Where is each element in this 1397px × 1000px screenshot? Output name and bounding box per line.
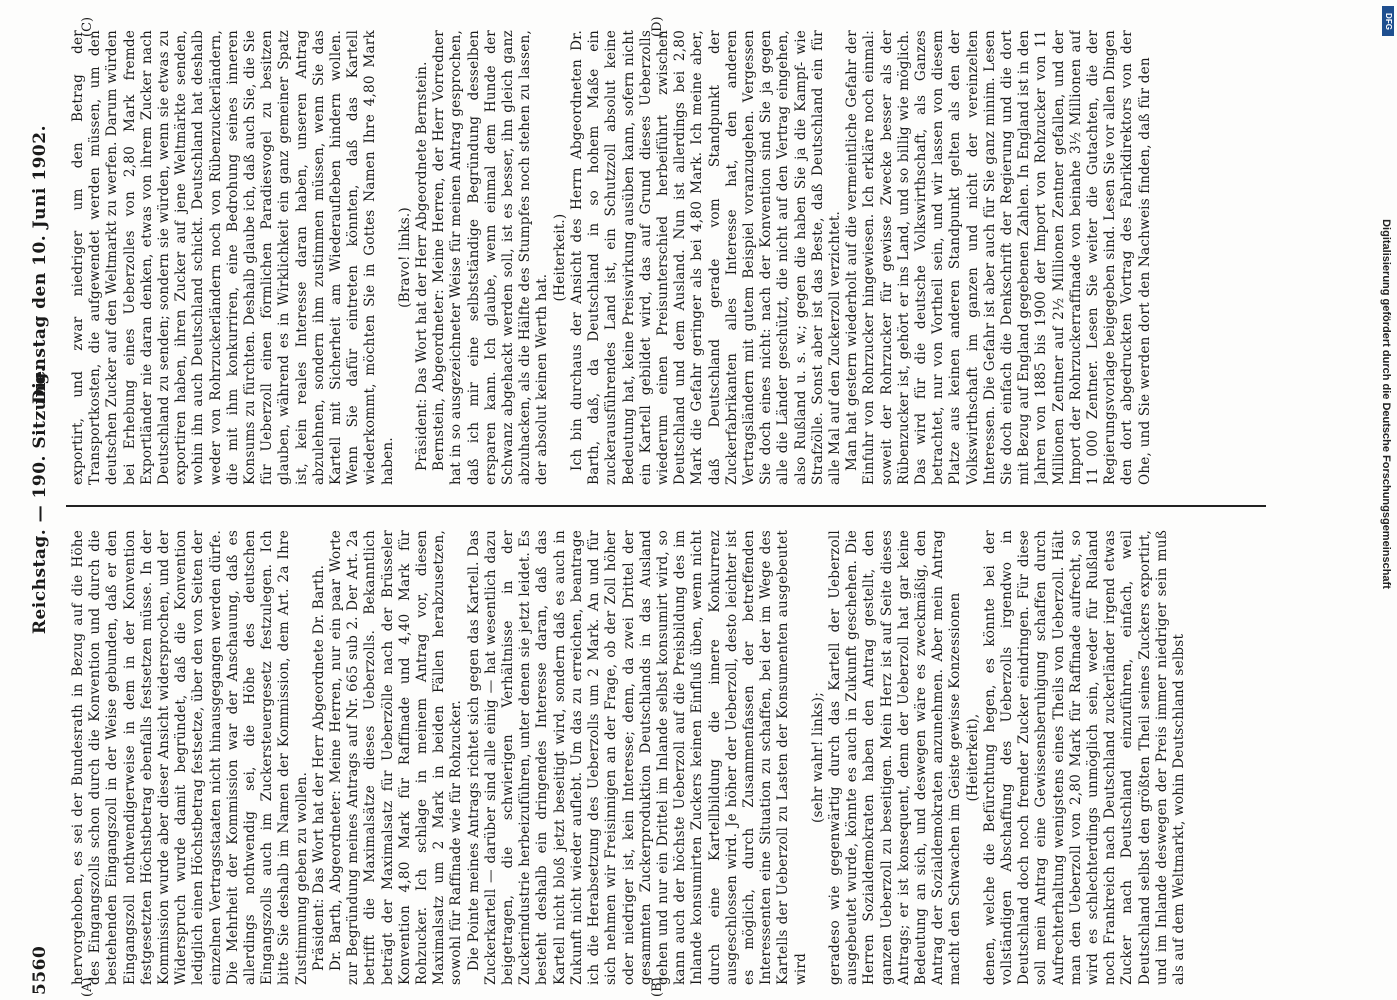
digitization-credit xyxy=(1379,10,1393,800)
paragraph: Man hat gestern wiederholt auf die vermeintliche Gefahr der Einfuhr von Rohrzucker hingewiesen. Ich erkläre noch einmal: soweit der Rohrzucker für gewisse Zwecke besser als der Rübenzucker ist, gehört er ins Land, und so billig wie möglich. Das wird für die deutsche Volkswirthschaft, als Ganzes betrachtet, nur von Vortheil sein, und wir lassen von diesem Platze aus keinen anderen Standpunkt gelten als den der Volkswirthschaft im ganzen und nicht der vereinzelten Interessen. Die Gefahr ist aber auch für Sie ganz minim. Lesen Sie doch einfach die Denkschrift der Regierung und die dort mit Bezug auf England gegebenen Zahlen. In England ist in den Jahren von 1885 bis 1900 der Import von Rohzucker von 11 Millionen Zentner auf 2½ Millionen Zentner gefallen, und der Import der Rohrzuckerraffinade von beinahe 3½ Millionen auf 11 000 Zentner. Lesen Sie weiter die Gutachten, die der Regierungsvorlage beigegeben sind. Lesen Sie vor allen Dingen den dort abgedruckten Vortrag des Fabrikdirektors von der Ohe, und Sie werden dort den Nachweis finden, daß für den xyxy=(844,30,1153,485)
interjection: (sehr wahr! links); xyxy=(809,691,826,824)
column-divider xyxy=(66,505,1266,507)
paragraph: Dr. Barth, Abgeordneter: Meine Herren, nur ein paar Worte zur Begründung meines Antrags auf Nr. 665 sub 2. Der Art. 2a betrifft die Maximalsätze dieses Ueberzolls. Bekanntlich beträgt der Maximalsatz für Ueberzölle nach der Brüsseler Konvention 4,80 Mark für Raffinade und 4,40 Mark für Rohzucker. Ich schlage in meinem Antrag vor, diesen Maximalsatz um 2 Mark in beiden Fällen herabzusetzen, sowohl für Raffinade wie für Rohzucker. xyxy=(328,530,465,985)
paragraph: Ich bin durchaus der Ansicht des Herrn Abgeordneten Dr. Barth, daß, da Deutschland in so hohem Maße ein zuckerausführendes Land ist, ein Schutzzoll absolut keine Bedeutung hat, keine Preiswirkung ausüben kann, sofern nicht ein Kartell gebildet wird, das auf Grund dieses Ueberzolls wiederum einen Preisunterschied herbeiführt zwischen Deutschland und dem Ausland. Nun ist allerdings bei 2,80 Mark die Gefahr geringer als bei 4,80 Mark. Ich meine aber, daß Deutschland gerade vom Standpunkt der Zuckerfabrikanten alles Interesse hat, den anderen Vertragsländern mit gutem Beispiel voranzugehen. Vergessen Sie doch eines nicht: nach der Konvention sind Sie ja gegen alle die Länder geschützt, die nicht auf den Vertrag eingehen, also Rußland u. s. w.; gegen die haben Sie ja die Kampf- wie Strafzölle. Sonst aber ist das Beste, daß Deutschland ein für alle Mal auf den Zuckerzoll verzichtet. xyxy=(568,30,843,485)
paragraph: Präsident: Das Wort hat der Herr Abgeordnete Dr. Barth. xyxy=(310,564,327,971)
paragraph: exportirt, und zwar niedriger um den Betrag der Transportkosten, die aufgewendet werden müssen, um den deutschen Zucker auf den Weltmarkt zu werfen. Darum würden bei Erhebung eines Ueberzolles von 2,80 Mark fremde Exportländer nie daran denken, etwas von ihrem Zucker nach Deutschland zu senden; sondern sie würden, wenn sie etwas zu exportiren haben, ihren Zucker auf jene Weltmärkte senden, wohin ihn auch Deutschland schickt. Deutschland hat deshalb weder von Rohrzuckerländern noch von Rübenzuckerländern, die mit ihm konkurriren, eine Bedrohung seines inneren Konsums zu fürchten. Deshalb glaube ich, daß auch Sie, die Sie für Ueberzoll einen förmlichen Paradiesvogel zu besitzen glauben, während es in Wirklichkeit ein ganz gemeiner Spatz ist, kein reales Interesse daran haben, unseren Antrag abzulehnen, sondern ihm zustimmen müssen, wenn Sie das Kartell mit Sicherheit am Wiederaufleben hindern wollen. Wenn Sie dafür eintreten könnten, daß das Kartell wiederkommt, möchten Sie in Gottes Namen Ihre 4,80 Mark haben. xyxy=(70,30,396,485)
margin-marker-b: (B) xyxy=(650,977,665,997)
paragraph: Bernstein, Abgeordneter: Meine Herren, der Herr Vorredner hat in so ausgezeichneter Weise für meinen Antrag gesprochen, daß ich mir eine selbstständige Begründung desselben ersparen kann. Ich glaube, wenn einmal dem Hunde der Schwanz abgehackt werden soll, ist es besser, ihn gleich ganz abzuhacken, als die Hälfte des Stumpfes noch stehen zu lassen, der absolut keinen Werth hat. xyxy=(431,30,551,485)
margin-marker-a: (A) xyxy=(80,977,95,997)
paragraph: Präsident: Das Wort hat der Herr Abgeordnete Bernstein. xyxy=(414,61,431,471)
interjection: (Heiterkeit.) xyxy=(551,213,568,302)
session-date: Dienstag den 10. Juni 1902. xyxy=(30,125,50,404)
paragraph: geradeso wie gegenwärtig durch das Kartell der Ueberzoll ausgebeutet wurde, könnte es auch in Zukunft geschehen. Die Herren Sozialdemokraten haben den Antrag gestellt, den ganzen Ueberzoll zu beseitigen. Mein Herz ist auf Seite dieses Antrags; er ist konsequent, denn der Ueberzoll hat gar keine Bedeutung an sich, und deswegen wäre es zweckmäßig, den Antrag der Sozialdemokraten anzunehmen. Aber mein Antrag macht den Schwachen im Geiste gewisse Konzessionen xyxy=(826,530,964,985)
paragraph: hervorgehoben, es sei der Bundesrath in Bezug auf die Höhe des Eingangszolls schon durch die Konvention und durch die bestehenden Eingangszoll in der Weise gebunden, daß er den Eingangszoll nothwendigerweise in dem in der Konvention festgesetzten Höchstbetrag ebenfalls festsetzen müsse. In der Kommission wurde aber dieser Ansicht widersprochen, und der Widerspruch wurde damit begründet, daß die Konvention lediglich einen Höchstbetrag festsetze, über den von Seiten der einzelnen Vertragsstaaten nicht hinausgegangen werden dürfe. Die Mehrheit der Kommission war der Anschauung, daß es allerdings nothwendig sei, die Höhe des deutschen Eingangszolls auch im Zuckersteuergesetz festzulegen. Ich bitte Sie deshalb im Namen der Kommission, dem Art. 2a Ihre Zustimmung geben zu wollen. xyxy=(70,530,310,985)
rotated-page-content xyxy=(10,5,1290,995)
interjection: (Heiterkeit), xyxy=(964,713,981,802)
right-column xyxy=(70,30,1280,485)
page-number: 5560 xyxy=(30,945,50,995)
digitization-credit-text: Digitalisierung gefördert durch die Deutsche Forschungsgemeinschaft xyxy=(1380,219,1392,589)
page-header xyxy=(22,5,58,995)
dfg-logo-text: DFG xyxy=(1383,12,1393,30)
margin-marker-c: (C) xyxy=(80,16,95,37)
margin-marker-d: (D) xyxy=(650,16,665,37)
paragraph: denen, welche die Befürchtung hegen, es könnte bei der vollständigen Abschaffung des Ueberzolls irgendwo in Deutschland doch noch fremder Zucker eindringen. Für diese soll mein Antrag eine Gewissensberuhigung schaffen durch Aufrechterhaltung wenigstens eines Theils von Ueberzoll. Hält man den Ueberzoll von 2,80 Mark für Raffinade aufrecht, so wird es schlechterdings unmöglich sein, weder für Rußland noch Frankreich nach Deutschland zuckerländer irgend etwas Zucker nach Deutschland einzuführen, einfach, weil Deutschland selbst den größten Theil seines Zuckers exportirt, und im Inlande deswegen der Preis immer niedriger sein muß als auf dem Weltmarkt, wohin Deutschland selbst xyxy=(981,530,1187,985)
interjection: (Bravo! links.) xyxy=(396,207,413,308)
left-column xyxy=(70,530,1280,985)
session-title: Reichstag. — 190. Sitzung. xyxy=(30,365,50,635)
paragraph: Die Pointe meines Antrags richtet sich gegen das Kartell. Das Zuckerkartell — darüber sind alle einig — hat wesentlich dazu beigetragen, die schwierigen Verhältnisse in der Zuckerindustrie herbeizuführen, unter denen sie jetzt leidet. Es besteht deshalb ein dringendes Interesse daran, daß das Kartell nicht bloß jetzt beseitigt wird, sondern daß es auch in Zukunft nicht wieder auflebt. Um das zu erreichen, beantrage ich die Herabsetzung des Ueberzolls um 2 Mark. An und für sich nehmen wir Freisinnigen an der Frage, ob der Zoll höher oder niedriger ist, kein Interesse; denn, da zwei Drittel der gesammten Zuckerproduktion Deutschlands in das Ausland gehen und nur ein Drittel im Inlande selbst konsumirt wird, so kann auch der höchste Ueberzoll auf die Preisbildung des im Inlande konsumirten Zuckers keinen Einfluß üben, wenn nicht durch eine Kartellbildung die innere Konkurrenz ausgeschlossen wird. Je höher der Ueberzoll, desto leichter ist es möglich, durch Zusammenfassen der betreffenden Interessenten eine Situation zu schaffen, bei der im Wege des Kartells der Ueberzoll zu Lasten der Konsumenten ausgebeutet wird xyxy=(465,530,809,985)
